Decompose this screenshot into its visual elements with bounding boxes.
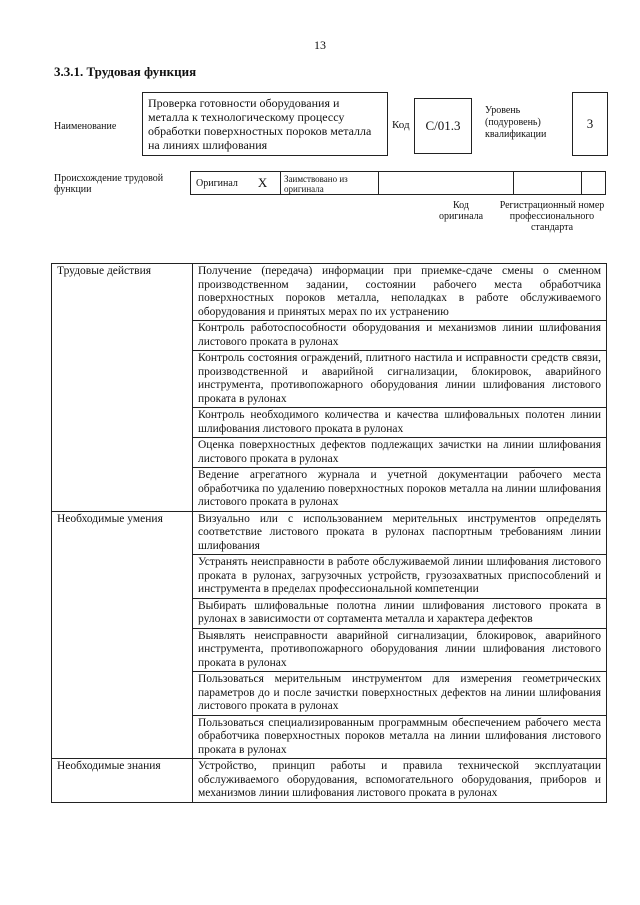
original-mark: X bbox=[257, 175, 268, 190]
function-name-box: Проверка готовности оборудования и металла к технологическому процессу обработки поверхностных пороков металла на линиях шлифования bbox=[142, 92, 388, 156]
page-number: 13 bbox=[314, 38, 326, 52]
section-title: 3.3.1. Трудовая функция bbox=[54, 64, 197, 79]
item-cell: Контроль состояния ограждений, плитного настила и исправности средств связи, производственной и аварийной сигнализации, блокировок, аварийного инструмента, противопожарного оборудования линии шлифования листового проката в рулонах bbox=[193, 351, 607, 408]
origin-label: Происхождение трудовой функции bbox=[54, 173, 164, 195]
name-label: Наименование bbox=[54, 121, 117, 132]
item-cell: Контроль работоспособности оборудования и механизмов линии шлифования листового проката в рулонах bbox=[193, 321, 607, 351]
code-original-cell bbox=[514, 172, 582, 194]
item-cell: Ведение агрегатного журнала и учетной документации рабочего места обработчика по удалению поверхностных пороков металла на линии шлифования листового проката в рулонах bbox=[193, 468, 607, 512]
table-row bbox=[52, 759, 607, 803]
code-original-label: Код оригинала bbox=[438, 200, 484, 222]
item-cell: Контроль необходимого количества и качества шлифовальных полотен линии шлифования листового проката в рулонах bbox=[193, 408, 607, 438]
function-table bbox=[51, 263, 607, 803]
item-cell: Получение (передача) информации при приемке-сдаче смены о сменном производственном задании, состоянии рабочего места обработчика поверхностных пороков металла, неполадках в работе обслуживаемого оборудования и принятых мерах по их устранению bbox=[193, 264, 607, 321]
level-label: Уровень (подуровень) квалификации bbox=[485, 105, 547, 140]
item-cell: Пользоваться специализированным программным обеспечением рабочего места обработчика поверхностных пороков металла на линии шлифования листового проката в рулонах bbox=[193, 715, 607, 759]
item-cell: Оценка поверхностных дефектов подлежащих зачистки на линии шлифования листового проката в рулонах bbox=[193, 438, 607, 468]
level-value: 3 bbox=[586, 116, 594, 131]
code-box bbox=[414, 98, 472, 154]
table-row bbox=[52, 264, 607, 321]
item-cell: Выбирать шлифовальные полотна линии шлифования листового проката в рулонах в зависимости от сортамента металла и характера дефектов bbox=[193, 598, 607, 628]
item-cell: Визуально или с использованием мерительных инструментов определять соответствие листового проката в рулонах паспортным требованиям линии шлифования bbox=[193, 511, 607, 555]
level-box bbox=[572, 92, 608, 156]
origin-empty-cell bbox=[379, 172, 514, 194]
original-label: Оригинал bbox=[196, 177, 238, 189]
origin-row bbox=[190, 171, 606, 195]
category-cell: Трудовые действия bbox=[52, 264, 193, 512]
item-cell: Устранять неисправности в работе обслуживаемой линии шлифования листового проката в рулонах, загрузочных устройств, грузозахватных приспособлений и инструмента в пределах профессиональной компетенции bbox=[193, 555, 607, 599]
borrowed-label: Заимствовано из оригинала bbox=[281, 172, 379, 194]
item-cell: Пользоваться мерительным инструментом для измерения геометрических параметров до и после зачистки поверхностных дефектов на линии шлифования листового проката в рулонах bbox=[193, 672, 607, 716]
category-cell: Необходимые знания bbox=[52, 759, 193, 803]
origin-original-cell bbox=[191, 172, 281, 194]
code-value: С/01.3 bbox=[425, 118, 461, 133]
item-cell: Устройство, принцип работы и правила технической эксплуатации обслуживаемого оборудования, вспомогательного оборудования, приборов и механизмов линии шлифования листового проката в рулонах bbox=[193, 759, 607, 803]
reg-number-label: Регистрационный номер профессионального стандарта bbox=[499, 200, 605, 233]
reg-number-cell bbox=[582, 172, 605, 194]
item-cell: Выявлять неисправности аварийной сигнализации, блокировок, аварийного инструмента, противопожарного оборудования линии шлифования листового проката в рулонах bbox=[193, 628, 607, 672]
category-cell: Необходимые умения bbox=[52, 511, 193, 759]
table-row bbox=[52, 511, 607, 555]
code-label: Код bbox=[392, 119, 410, 131]
